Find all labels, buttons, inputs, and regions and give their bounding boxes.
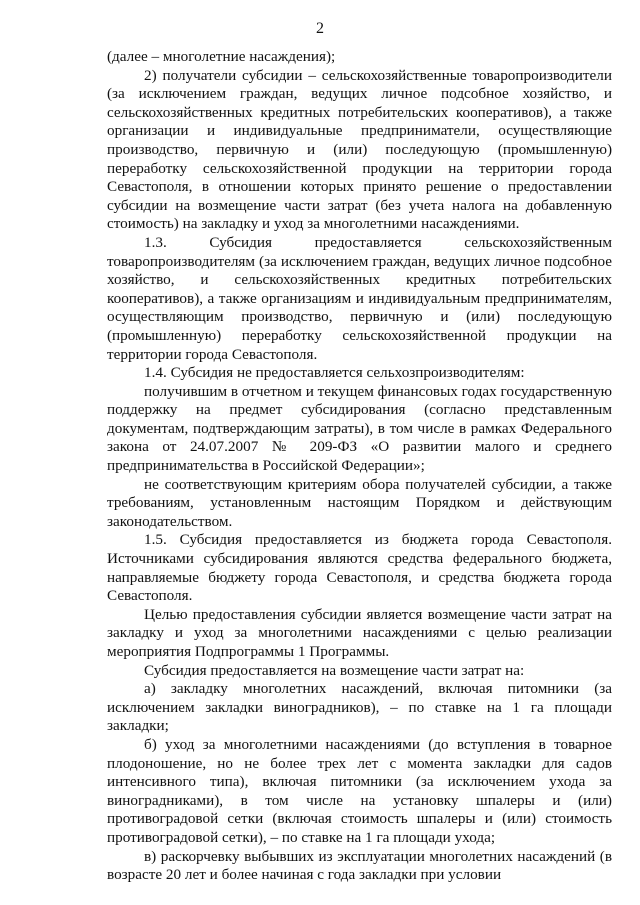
paragraph-1-3: 1.3. Субсидия предоставляется сельскохозяйственным товаропроизводителям (за исключением граждан, ведущих личное подсобное хозяйство, и сельскохозяйственных кредитных потребительских кооперативов), а также организациям и индивидуальным предпринимателям, осуществляющим производство, первичную и (или) последующую (промышленную) переработку сельскохозяйственной продукции на территории города Севастополя. [107,233,612,363]
paragraph-continuation: (далее – многолетние насаждения); [107,48,336,65]
paragraph-1-4-item-2: не соответствующим критериям обора получателей субсидии, а также требованиям, установленным настоящим Порядком и действующим законодательством. [107,475,612,530]
paragraph-item-a: а) закладку многолетних насаждений, включая питомники (за исключением закладки виноградников), – по ставке на 1 га площади закладки; [107,680,612,735]
paragraph-1-4: 1.4. Субсидия не предоставляется сельхозпроизводителям: [144,364,525,382]
paragraph-subsidy-recipients: 2) получатели субсидии – сельскохозяйственные товаропроизводители (за исключением граждан, ведущих личное подсобное хозяйство, и сельскохозяйственных кредитных потребительских кооперативов), а также организации и индивидуальные предприниматели, осуществляющие производство, первичную и (или) последующую (промышленную) переработку сельскохозяйственной продукции на территории города Севастополя, в отношении которых принято решение о предоставлении субсидии на возмещение части затрат (без учета налога на добавленную стоимость) на закладку и уход за многолетними насаждениями. [107,66,612,233]
paragraph-cost-list-intro: Субсидия предоставляется на возмещение части затрат на: [144,661,525,679]
paragraph-item-v: в) раскорчевку выбывших из эксплуатации многолетних насаждений (в возрасте 20 лет и более начиная с года закладки при условии [107,847,612,884]
paragraph-item-b: б) уход за многолетними насаждениями (до вступления в товарное плодоношение, но не более трех лет с момента закладки для садов интенсивного типа), включая питомники (за исключением ухода за виноградниками), в том числе на установку шпалеры и (или) противоградовой сетки (включая стоимость шпалеры и (или) стоимость противоградовой сетки), – по ставке на 1 га площади ухода; [107,735,612,846]
paragraph-1-5: 1.5. Субсидия предоставляется из бюджета города Севастополя. Источниками субсидирования являются средства федерального бюджета, направляемые бюджету города Севастополя, и средства бюджета города Севастополя. [107,531,612,605]
page-number: 2 [316,20,324,37]
document-body [107,48,612,885]
paragraph-purpose: Целью предоставления субсидии является возмещение части затрат на закладку и уход за многолетними насаждениями с целью реализации мероприятия Подпрограммы 1 Программы. [107,605,612,660]
paragraph-1-4-item-1: получившим в отчетном и текущем финансовых годах государственную поддержку на предмет субсидирования (согласно представленным документам, подтверждающим затраты), в том числе в рамках Федерального закона от 24.07.2007 № 209-ФЗ «О развитии малого и среднего предпринимательства в Российской Федерации»; [107,382,613,475]
